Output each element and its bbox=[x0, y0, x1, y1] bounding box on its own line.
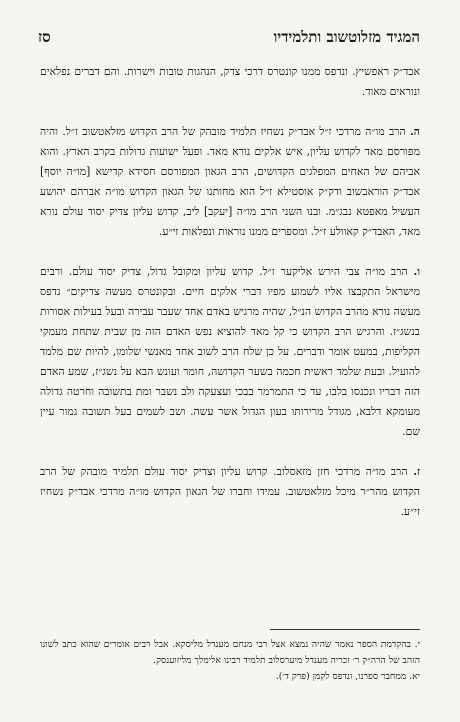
section-7-label: ז. bbox=[413, 465, 420, 478]
running-title: המגיד מזלוטשוב ותלמידיו bbox=[273, 28, 420, 46]
section-6-text: הרב מו״ה צבי הירש אליקער ז״ל. קדוש עליון ומקובל גדול, צדיק יסוד עולם. ורבים מישראל התקבצו אליו לשמוע מפיו דברי אלקים חיים. ובקונטרס מעשה צדיקים״ נדפס מעשה נורא מהרב הקדוש הנ״ל, שהיה מרגיש באדם אחד שעבר עבירה ובעל בעילות אסורות בנשג״ז. והרגיש הרב הקדוש כי קל מאד להוציא נפש האדם הזה מן שבית שתחת מעמקי הקליפות, במעט אומר ודברים. על כן שלח הרב לשוב אחד מאנשי שלומו, להיות שם מלמד להועיל. ובעת שלמד ראשית חכמה בשער הקדושה, חומר ועונש הבא על נשג״ז, שמע האדם הזה דבריו ונכנסו בלבו, עד כי התמרמר בבכי ועצעקה ולב נשבר ומת בתשובה וחרטה גדולה מעומקא דלבא, מגודל מרירותו בעון הגדול אשר עשה. ושב לשמים בעל תשובה גמור עיין שם. bbox=[40, 265, 420, 438]
intro-paragraph: אבד״ק ראפשיץ. ונדפס ממנו קונטרס דרכי צדק, הנהגות טובות וישרות. והם דברים נפלאים ונוראים מאוד. bbox=[40, 65, 420, 98]
page-number: סז bbox=[38, 28, 51, 46]
section-6-label: ו. bbox=[413, 265, 421, 278]
footnote: יא. ממחבר ספרנו, ונדפס לקמן (פרק ד׳). bbox=[275, 671, 420, 682]
section-7-paragraph bbox=[40, 462, 420, 522]
section-5-text: הרב מו״ה מרדכי ז״ל אבד״ק נשחיז תלמיד מובהק של הרב הקדוש מזלאטשוב ז״ל. והיה מפורסם מאד לקדוש עליון, איש אלקים נורא מאד. ופעל ישועות גדולות בקרב הארץ. והוא אביהם של האחים המפלגים הקדושים, הרב הגאון המפורסם חסידא קדישא [מו״ה יוסף] אבד״ק הוראבשוב ודק״ק אוסטילא ז״ל הוא מחותנו של הגאון הקדוש מו״ה אברהם יהושע העשיל מאפטא נבג״מ. ובנו השני הרב מו״ה [יעקב] ליב, קדוש עליון צדיק יסוד עולם נורא מאד, האבד״ק קאוולע ז״ל. ומספרים ממנו נוראות ונפלאות זי״ע. bbox=[40, 125, 420, 238]
running-header bbox=[38, 28, 420, 47]
footnote-divider bbox=[270, 629, 420, 630]
section-7-text: הרב מו״ה מרדכי חזן מזאסלוב. קדוש עליון וצדיק יסוד עולם תלמיד מובהק של הרב הקדוש מהר״ר מיכל מזלאטשוב. עמידו וחברו של הגאון הקדוש מו״ה מרדכי אבד״ק נשחיז זי״ע. bbox=[40, 465, 420, 518]
section-5-paragraph bbox=[40, 122, 420, 242]
section-5-label: ה. bbox=[410, 125, 420, 138]
main-text bbox=[40, 62, 420, 542]
section-6-paragraph bbox=[40, 262, 420, 442]
footnote: י. בהקדמת הספר נאמר שהיה נמצא אצל רבי מנחם מענדל מליסקא. אבל רבים אומרים שהוא כתב לשונו הזהב של הרה״ק ר׳ זכריה מענדל מיערסלוב תלמיד רבינו אלימלך מליזוענסק. bbox=[40, 639, 420, 666]
footnotes bbox=[40, 637, 420, 685]
